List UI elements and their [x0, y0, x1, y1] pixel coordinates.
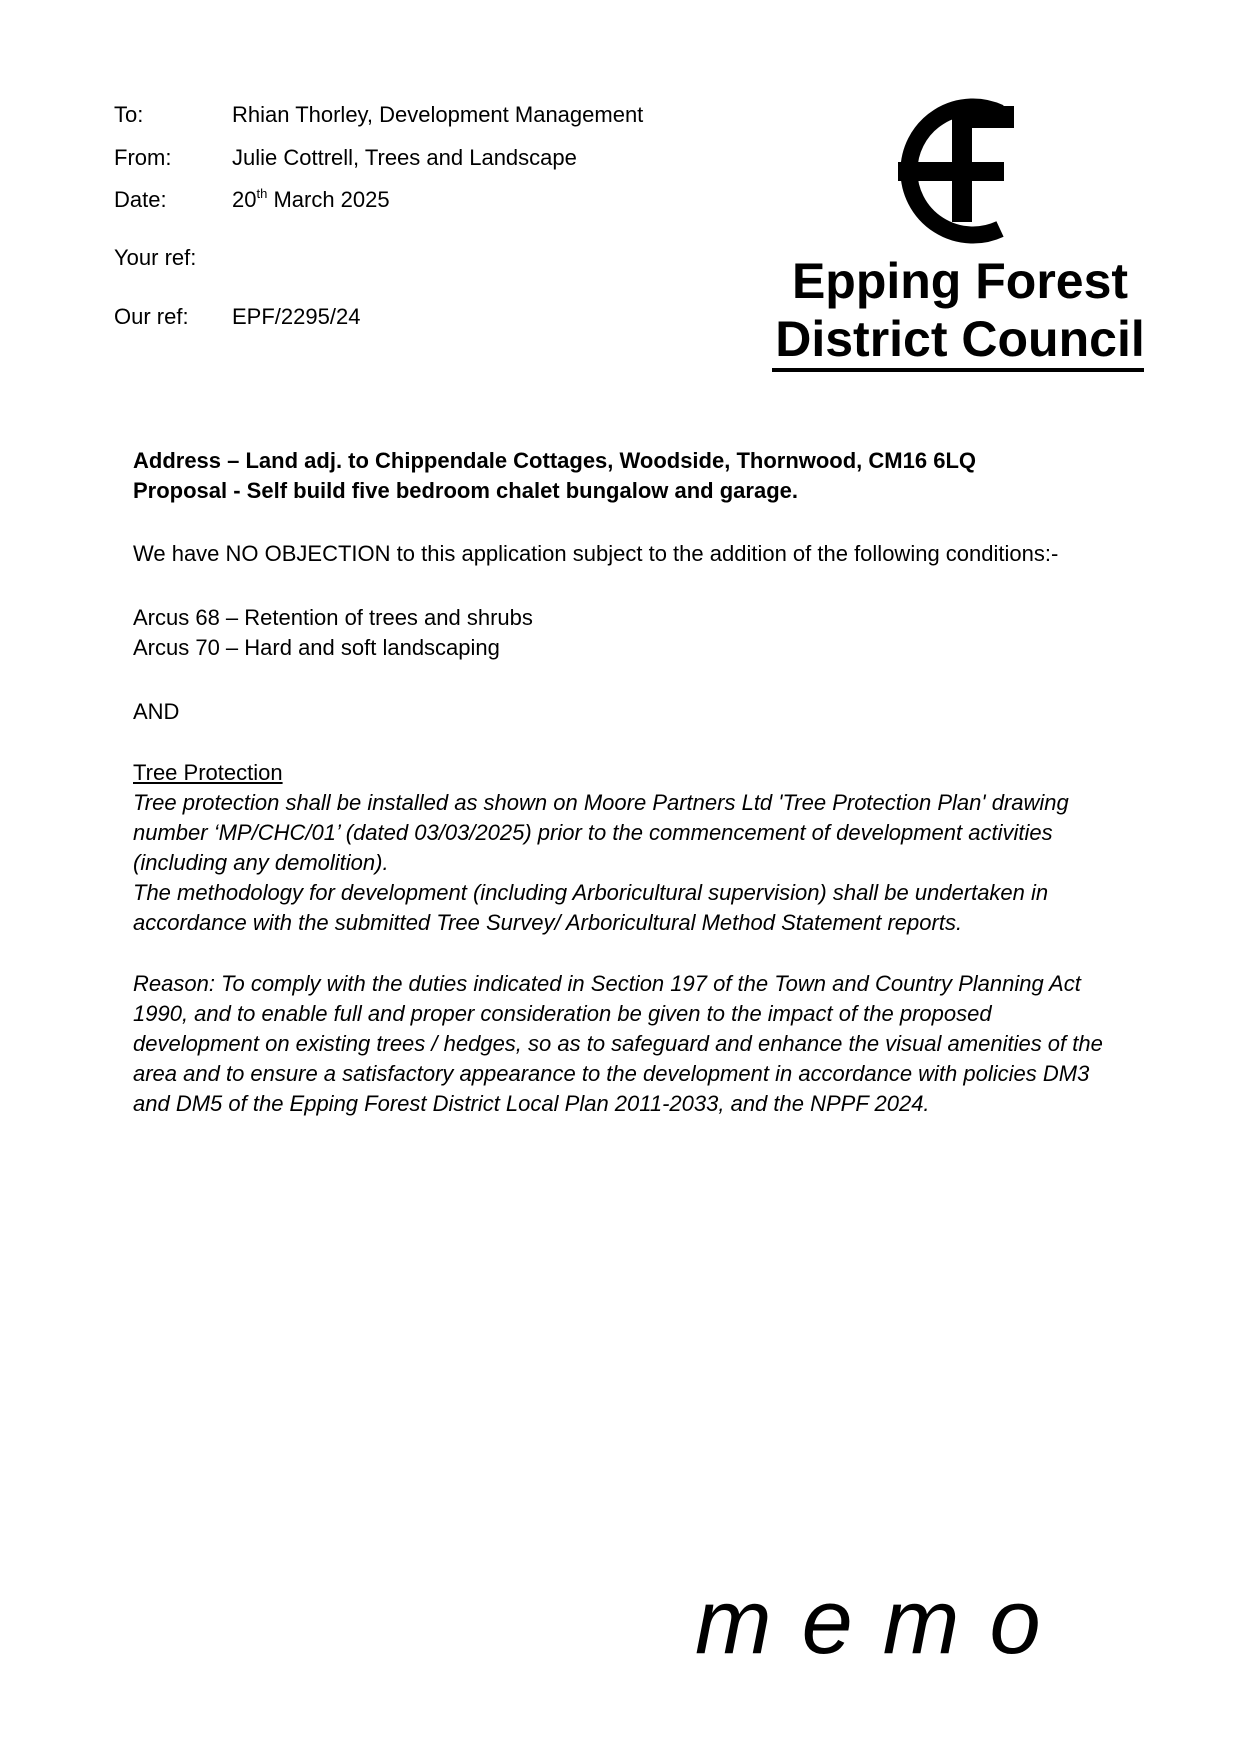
- condition-arcus-70: Arcus 70 – Hard and soft landscaping: [133, 635, 500, 660]
- from-value: Julie Cottrell, Trees and Landscape: [232, 145, 577, 170]
- date-day: 20: [232, 187, 257, 212]
- date-label: Date:: [114, 187, 167, 212]
- efdc-logo-icon: [888, 96, 1018, 246]
- tree-protection-paragraph-1: Tree protection shall be installed as shown on Moore Partners Ltd 'Tree Protection Plan' drawing number ‘MP/CHC/01’ (dated 03/03/2025) prior to the commencement of development activities (including any demolition).: [133, 790, 1069, 875]
- our-ref-label: Our ref:: [114, 304, 189, 329]
- from-label: From:: [114, 145, 172, 170]
- and-connector: AND: [133, 699, 180, 724]
- our-ref-value: EPF/2295/24: [232, 304, 361, 329]
- date-value: [232, 187, 390, 213]
- council-name: [770, 252, 1150, 368]
- date-suffix: th: [256, 185, 268, 201]
- condition-arcus-68: Arcus 68 – Retention of trees and shrubs: [133, 605, 533, 630]
- council-name-underline: [772, 368, 1144, 372]
- council-name-line-1: Epping Forest: [791, 253, 1129, 309]
- reason-paragraph: Reason: To comply with the duties indicated in Section 197 of the Town and Country Planning Act 1990, and to enable full and proper consideration be given to the impact of the proposed development on existing trees / hedges, so as to safeguard and enhance the visual amenities of the area and to ensure a satisfactory appearance to the development in accordance with policies DM3 and DM5 of the Epping Forest District Local Plan 2011-2033, and the NPPF 2024.: [133, 971, 1103, 1116]
- to-value: Rhian Thorley, Development Management: [232, 102, 644, 127]
- memo-footer: memo: [695, 1571, 1071, 1673]
- address-line: Address – Land adj. to Chippendale Cottages, Woodside, Thornwood, CM16 6LQ: [133, 448, 976, 473]
- proposal-line: Proposal - Self build five bedroom chalet bungalow and garage.: [133, 478, 798, 503]
- council-logo-block: [770, 96, 1150, 376]
- tree-protection-heading: Tree Protection: [133, 760, 283, 785]
- your-ref-label: Your ref:: [114, 245, 197, 270]
- council-name-line-2: District Council: [775, 311, 1145, 367]
- no-objection-statement: We have NO OBJECTION to this application subject to the addition of the following conditions:-: [133, 541, 1059, 566]
- tree-protection-paragraph-2: The methodology for development (including Arboricultural supervision) shall be undertaken in accordance with the submitted Tree Survey/ Arboricultural Method Statement reports.: [133, 880, 1049, 935]
- date-rest: March 2025: [267, 187, 390, 212]
- to-label: To:: [114, 102, 144, 127]
